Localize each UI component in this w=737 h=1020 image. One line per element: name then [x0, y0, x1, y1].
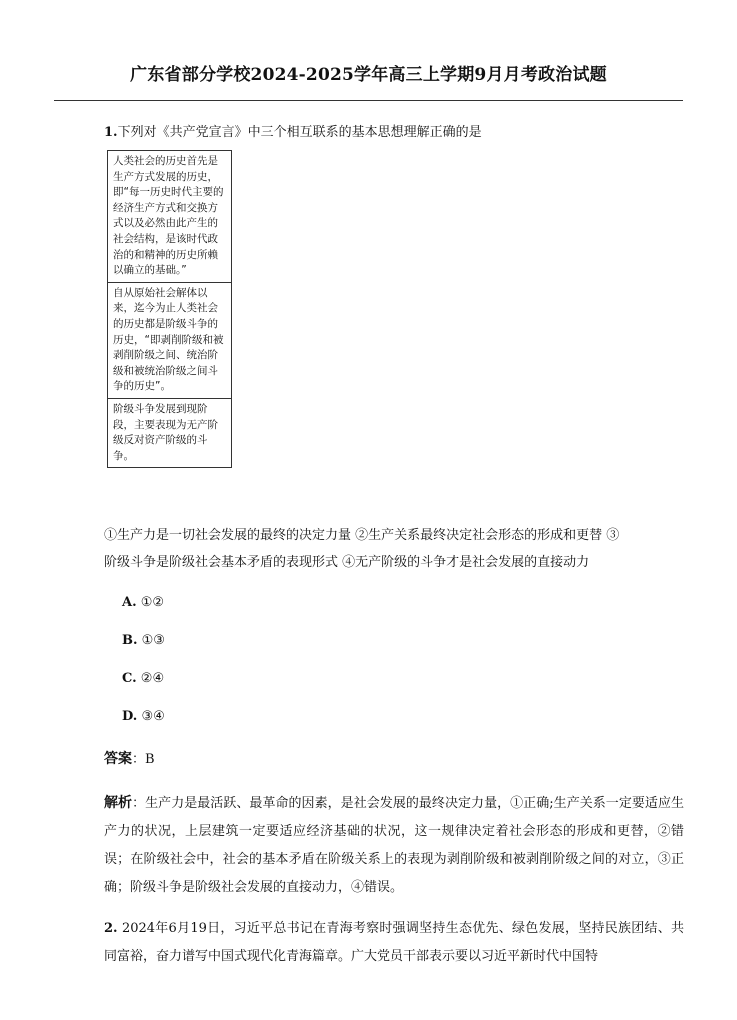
table-row [108, 398, 232, 467]
question-1-statements-line-2: 阶级斗争是阶级社会基本矛盾的表现形式 ④无产阶级的斗争才是社会发展的直接动力 [104, 555, 590, 570]
question-2-text: 2024年6月19日，习近平总书记在青海考察时强调坚持生态优先、绿色发展，坚持民族团结、共同富裕，奋力谱写中国式现代化青海篇章。广大党员干部表示要以习近平新时代中国特 [104, 921, 684, 964]
choice-text: ②④ [140, 671, 165, 686]
choice-letter: C. [122, 671, 137, 686]
choice-d [122, 709, 165, 724]
answer-colon: ： [132, 752, 146, 767]
document-title: 广东省部分学校2024-2025学年高三上学期9月月考政治试题 [130, 65, 607, 85]
question-2-number: 2. [104, 921, 118, 936]
analysis-label: 解析 [104, 795, 133, 811]
question-1-answer [104, 748, 155, 768]
choice-letter: B. [122, 633, 138, 648]
analysis-text: 生产力是最活跃、最革命的因素，是社会发展的最终决定力量，①正确;生产关系一定要适应生产力的状况，上层建筑一定要适应经济基础的状况，这一规律决定着社会形态的形成和更替，②错误；在阶级社会中，社会的基本矛盾在阶级关系上的表现为剥削阶级和被剥削阶级之间的对立，③正确；阶级斗争是阶级社会发展的直接动力，④错误。 [104, 796, 684, 895]
answer-value: B [145, 752, 155, 767]
choice-a [122, 595, 164, 610]
choice-letter: D. [122, 709, 138, 724]
choice-letter: A. [122, 595, 137, 610]
table-cell-2: 自从原始社会解体以来，迄今为止人类社会的历史都是阶级斗争的历史，“即剥削阶级和被剥削阶级之间、统治阶级和被统治阶级之间斗争的历史”。 [108, 282, 232, 398]
title-divider [54, 100, 683, 101]
question-1-analysis [104, 789, 684, 902]
choice-text: ①② [140, 595, 165, 610]
analysis-colon: ： [132, 796, 146, 811]
choice-c [122, 671, 164, 686]
question-1-material-table [107, 150, 232, 468]
question-1-statements-line-1: ①生产力是一切社会发展的最终的决定力量 ②生产关系最终决定社会形态的形成和更替 ③ [104, 528, 620, 543]
question-2 [104, 915, 684, 971]
table-cell-1: 人类社会的历史首先是生产方式发展的历史，即“每一历史时代主要的经济生产方式和交换方式以及必然由此产生的社会结构，是该时代政治的和精神的历史所赖以确立的基础。” [108, 151, 232, 283]
table-row [108, 151, 232, 283]
table-cell-3: 阶级斗争发展到现阶段，主要表现为无产阶级反对资产阶级的斗争。 [108, 398, 232, 467]
question-1-number: 1. [104, 125, 118, 140]
answer-label: 答案 [104, 751, 132, 767]
table-row [108, 282, 232, 398]
choice-text: ③④ [141, 709, 165, 724]
choice-b [122, 633, 165, 648]
question-1-stem [104, 121, 482, 140]
question-1-text: 下列对《共产党宣言》中三个相互联系的基本思想理解正确的是 [117, 125, 482, 140]
choice-text: ①③ [141, 633, 165, 648]
